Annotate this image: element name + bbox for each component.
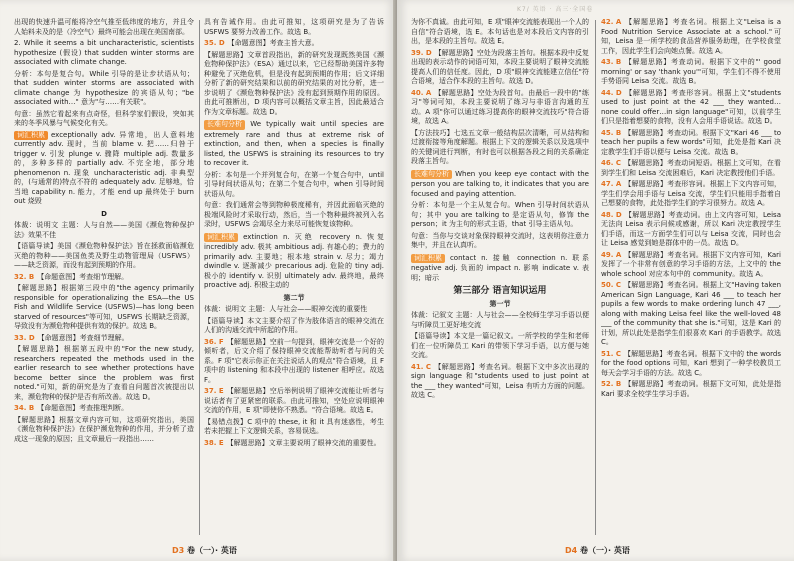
paragraph-text: 【解题思路】考查动词。根据下文可知，此处是指 Kari 要求全校学生学习手语。 [601,380,781,398]
answer-paragraph [411,49,589,87]
answer-paragraph [14,345,194,402]
paragraph-text: 【解题思路】考查形容词。根据上文"students used to just point at the 42 ___ they wanted… none could offer…in sign language"可知，以前学生们只是指着想要的食物，没有人会用手语说话。故选 D。 [601,88,781,125]
paragraph-text: 【语篇导读】本文主要介绍了作为肢体语言的眼神交流在人们的沟通交流中所起的作用。 [204,316,384,334]
left-page-column-1 [14,18,194,538]
section-label: 词汇积累 [204,233,238,243]
paragraph-text: 【解题思路】文章首段指出，新的研究发现既然美国《濒危物种保护法》（ESA）通过以来，它已经帮助美国许多物种避免了灭绝危机，但是没有起到预期的作用；后文详细分析了新的研究结果和以前的研究结果的对比分析，进一步说明了《濒危物种保护法》没有起到预期作用的原因。由此可推断出，D 项内容可以概括文章主旨，因此最适合作为文章标题。故选 D。 [204,50,384,116]
section-heading: D [101,209,107,218]
paragraph-text: 【解题思路】考查动词。根据下文"Kari 46 ___ to teach her pupils a few words"可知，此处是指 Kari 决定教学生们手语以便与 Leisa 交流。故选 B。 [601,128,781,156]
answer-paragraph [204,171,384,200]
question-number: 36. F [204,337,224,346]
answer-paragraph [411,332,589,361]
answer-paragraph [14,110,194,129]
page-code: D3 [172,546,185,555]
answer-paragraph [204,305,384,315]
question-number: 32. B [14,272,35,281]
answer-paragraph [204,418,384,437]
answer-paragraph [411,311,589,330]
answer-paragraph [601,58,781,87]
answer-paragraph [204,51,384,118]
question-number: 52. B [601,380,622,388]
answer-paragraph [601,251,781,280]
paragraph-text: 【解题思路】考查名词。根据下文中的 the words for the food options 可知，Kari 想到了一种学校教员工每天会学习手语的方法。故选 C。 [601,349,781,377]
answer-paragraph [411,232,589,251]
section-label: 词汇积累 [411,254,445,264]
page-label: 卷（一）· 英语 [580,546,630,555]
question-number: 47. A [601,180,622,188]
paragraph-text: 【解题思路】考查动词短语。根据上文可知，在看到学生们和 Leisa 交流困难后，Kari 决定教授他们手语。 [601,159,781,177]
paragraph-text: 体裁：说明文 主题：人与自然——美国《濒危物种保护法》效果不佳 [14,221,194,239]
paragraph-text: 【解题思路】考查名词。根据上文"Leisa is a Food Nutrition Service Associate at a school."可知，Leisa 是一所学校的食品营养服务助理，在学校食堂工作，因此学生们会向她点餐。故选 A。 [601,18,781,55]
answer-paragraph [411,201,589,230]
question-number: 46. C [601,159,621,167]
answer-paragraph [601,350,781,379]
answer-paragraph [14,273,194,283]
section-label: 长难句分析 [411,170,452,180]
paragraph-text: 【解题思路】文章主要说明了眼神交流的重要性。 [226,438,381,447]
paragraph-text: 句意：当你与交谈对象保持眼神交流时，这表明你注意力集中，并且在认真听。 [411,231,589,249]
question-number: 37. E [204,387,224,395]
paragraph-text: 分析：本句是一个主从复合句。When 引导时间状语从句；其中 you are talking to 是定语从句，修饰 the person；it 为主句的形式主语，that 引导主语从句。 [411,201,589,228]
paragraph-text: 【解题思路】考查动词。由上文内容可知，Leisa 无法向 Leisa 表示问候或感谢，所以 Kari 决定教授学生们手语，而这一方面学生们可以与 Leisa 交流，同时也会让 Leisa 感觉到她是群体中的一员。故选 D。 [601,210,781,247]
question-number: 33. D [14,333,35,342]
question-number: 35. D [204,39,225,47]
question-number: 42. A [601,18,622,26]
paragraph-text: 【解题思路】空处为段首句。由最后一段中的"练习"等词可知，本段主要说明了练习与非语言沟通的互动。A 项"你可以通过练习提高你的眼神交流技巧"符合语境，故选 A。 [411,88,589,125]
question-number: 44. D [601,88,622,97]
left-page-footer [172,545,237,557]
answer-paragraph [204,119,384,169]
answer-paragraph [14,404,194,414]
answer-paragraph [14,18,194,37]
answer-paragraph [411,89,589,127]
right-page-column-2 [601,18,781,538]
right-page [397,0,794,561]
answer-paragraph [601,159,781,178]
paragraph-text: 【方法技巧】七选五文章一般结构层次清晰，可从结构和过渡衔接等角度解题。根据上下文的逻辑关系以及选项中的关键词进行判断，有时也可以根据各段之间的关系确定段落主旨句。 [411,128,589,165]
answer-paragraph [204,387,384,416]
answer-paragraph [601,211,781,249]
paragraph-text: 【解题思路】根据第五段中的"For the new study, researchers repeated the methods used in the earlier research to see whether protections have become better since the problem was first noted."可知，新的研究是为了查看自问题首次被提出以来，濒危物种的保护是否有所改善。故选 D。 [14,345,194,401]
part-heading: 第三部分 语言知识运用 [453,286,547,296]
section-heading: 第二节 [283,293,305,302]
question-number: 48. D [601,210,622,219]
answer-paragraph [411,363,589,401]
right-page-column-1 [411,18,589,538]
question-number: 34. B [14,404,35,412]
left-page [0,0,396,561]
answer-paragraph [204,317,384,336]
paragraph-text: 【命题意图】考查推理判断。 [37,404,129,412]
paragraph-text: 【命题意图】考查主旨大意。 [227,39,319,47]
answer-paragraph [601,89,781,127]
paragraph-text: We typically wait until species are extremely rare and thus at extreme risk of extinction, and then, when a species is finally listed, the USFWS is straining its resources to try to recover it. [204,120,384,167]
paragraph-text: 出现的快速升温可能将冷空气推至低纬度的地方，并且令人始料未及的是（冷空气）最终可能会出现在美国南部。 [14,18,194,36]
paragraph-text: 【解题思路】考查名词。根据上文"Having taken American Sign Language, Kari 46 ___ to teach her pupils a few words to make ordering lunch 47 ___, along with making Leisa feel like the well-loved 48 ___ of the community that she is."可知，这是 Kari 的计划，所以此处是指学生们很喜欢 Kari 的手语教学。故选 C。 [601,281,781,346]
header-watermark: K7/ 英语 · 高三·全国卷 [517,6,594,13]
paragraph-text: 【解题思路】考查名词。根据下文内容可知，Kari 发挥了一个非常有创意的学习手语的方法，上文中的 the whole school 对应本句中的 community。故选 A。 [601,250,781,278]
paragraph-text: 【语篇导读】美国《濒危物种保护法》旨在拯救面临濒危灭绝的物种——美国鱼类及野生动物管理局（USFWS）——缺乏资源，而没有起到预期的作用。 [14,242,194,269]
question-number: 39. D [411,48,432,57]
answer-paragraph [14,70,194,108]
answer-paragraph [14,131,194,207]
page-code: D4 [565,546,578,555]
paragraph-text: exceptionally adv. 异常地，出人意料地 currently adv. 现时，当前 blame v. 把……归咎于 trigger v. 引发 plunge v. 骤降 multiple adj. 数量多的，多种多样的 partially adv. 不完全地，部分地 phenomenon n. 现象 uncharacteristic adj. 非典型的，(与通常的)特点不符的 adequately adv. 足够地，恰当地 capability n. 能力，才能 end up 最终处于 burn out 烧毁 [14,130,194,205]
answer-paragraph [14,284,194,332]
answer-paragraph [14,242,194,271]
column-divider [595,20,596,535]
paragraph-text: 分析：本句是复合句。While 引导的是让步状语从句；that sudden winter storms are associated with climate change 为 hypothesize 的宾语从句；"be associated with…" 意为"与……有关联"。 [14,69,194,106]
paragraph-text: When you keep eye contact with the person you are talking to, it indicates that you are focused and paying attention. [411,169,589,198]
answer-paragraph [14,221,194,240]
paragraph-text: 【解题思路】考查名词。根据下文中多次出现的 sign language 和"students used to just point at the ___ they wanted"可知，Leisa 有听力方面的问题。故选 C。 [411,362,589,399]
question-number: 51. C [601,349,621,358]
answer-paragraph [601,380,781,399]
answer-paragraph [601,281,781,348]
paragraph-text: 具有告诫作用。由此可推知，这项研究是为了告诉 USFWS 要努力改善工作。故选 B。 [204,18,384,36]
section-heading: 第一节 [489,299,511,308]
question-number: 40. A [411,88,432,97]
section-label: 长难句分析 [204,120,245,130]
paragraph-text: 句意：虽然它看起来有点奇怪，但科学家们假设，突如其来的冬季风暴与气候变化有关。 [14,109,194,127]
answer-paragraph [411,169,589,200]
paragraph-text: 分析：本句是一个并列复合句，在第一个复合句中，until 引导时间状语从句；在第二个复合句中，when 引导时间状语从句。 [204,170,384,198]
column-divider [199,20,200,535]
answer-paragraph [601,18,781,56]
answer-paragraph [14,334,194,344]
answer-paragraph [204,232,384,291]
answer-paragraph [411,253,589,284]
answer-paragraph [14,416,194,445]
answer-paragraph [411,18,589,47]
paragraph-text: 【解题思路】考查动词。根据下文中的"' good morning' or say 'thank you'"可知，学生们不得不使用手势语同 Leisa 交流。故选 B。 [601,58,781,85]
answer-paragraph [204,39,384,49]
question-number: 41. C [411,362,431,371]
answer-paragraph [204,439,384,449]
paragraph-text: 【易错点拨】C 项中的 these, it 和 it 具有迷惑性，考生若未把握上下文逻辑关系，容易误选。 [204,417,384,435]
answer-paragraph [204,338,384,386]
paragraph-text: 【解题思路】根据第三段中的"the agency primarily responsible for operationalizing the ESA—the US Fish and Wildlife Service (USFWS)—has long been starved of resources"等可知，USFWS 长期缺乏资源，导致没有为濒危物种提供有效的保护。故选 B。 [14,284,194,330]
question-number: 43. B [601,58,622,66]
paragraph-text: 体裁：说明文 主题：人与社会——眼神交流的重要性 [204,305,368,313]
question-number: 50. C [601,281,621,289]
page-label: 卷（一）· 英语 [187,546,237,555]
paragraph-text: 【解题思路】空后举例说明了眼神交流能让听者与说话者有了更紧密的联系。由此可推知，空处应说明眼神交流的作用，E 项"即使你不熟悉。"符合语境。故选 E。 [204,387,384,414]
answer-paragraph [204,201,384,230]
paragraph-text: 【解题思路】空前一句提到，眼神交流是一个好的倾听者，后文介绍了保持眼神交流能帮助听者与问的关系。F 项"它表示你正在关注说话人的观点"符合语境，且 F 项中的 listening 和本段中出现的 listener 相呼应。故选 F。 [204,337,384,384]
paragraph-text: 为你不真诚。由此可知，E 项"眼神交流能表现出一个人的自信"符合语境，选 E。本句话也是对本段后文内容的引出，是本段的主旨句。故选 E。 [411,18,589,45]
paragraph-text: 【解题思路】考查形容词。根据上下文内容可知，学生们学会用手语与 Leisa 交流，学生们只能用手指着自己想要的食物，此处指学生们的学习很努力。故选 A。 [601,180,781,207]
paragraph-text: 【命题意图】考查细节理解。 [37,272,129,281]
paragraph-text: 句意：我们通常会等到物种极度稀有，并因此面临灭绝的极端风险时才采取行动，然后，当一个物种最终被列入名录时，USFWS 会竭尽全力来尽可能恢复该物种。 [204,201,384,228]
answer-paragraph [204,18,384,37]
paragraph-text: 【解题思路】根据文章内容可知，这项研究指出，美国《濒危物种保护法》在保护濒危物种的作用，并分析了造成这一现象的原因；且文章最后一段指出…… [14,415,194,443]
answer-paragraph [411,129,589,167]
answer-paragraph [601,180,781,209]
answer-paragraph [601,129,781,158]
paragraph-text: 2. While it seems a bit uncharacteristic, scientists hypothesize (假设) that sudden winter storms are associated with climate change. [14,39,194,66]
answer-paragraph [14,39,194,68]
paragraph-text: 【命题意图】考查细节理解。 [37,333,129,342]
paragraph-text: 体裁：记叙文 主题：人与社会——全校师生学习手语以便与听障员工更好地交流 [411,311,589,329]
paragraph-text: contact n. 接触 connection n. 联系 negative adj. 负面的 impact n. 影响 indicate v. 表明；暗示 [411,253,589,282]
vocab-tag: 词汇积累 [14,131,48,141]
question-number: 49. A [601,250,622,259]
left-page-column-2 [204,18,384,538]
question-number: 38. E [204,438,224,447]
paragraph-text: 【解题思路】空处为段落主旨句。根据本段中反复出现的表示动作的词语可知，本段主要说明了眼神交流能提高人们的信任度。因此，D 项"眼神交流能建立信任"符合语境，适合作本段的主旨句。故选 D。 [411,48,589,85]
paragraph-text: extinction n. 灭绝 recovery n. 恢复 incredibly adv. 极其 ambitious adj. 有雄心的；费力的 primarily adv. 主要地；根本地 strain v. 尽力；竭力 dwindle v. 逐渐减少 precarious adj. 危险的 tiny adj. 极小的 identify v. 识别 ultimately adv. 最终地，最终 proactive adj. 积极主动的 [204,232,384,289]
paragraph-text: 【语篇导读】本文是一篇记叙文。一所学校的学生和老师们在一位听障员工 Kari 的带领下学习手语，以方便与她交流。 [411,332,589,359]
question-number: 45. B [601,128,622,137]
right-page-footer [565,545,630,557]
